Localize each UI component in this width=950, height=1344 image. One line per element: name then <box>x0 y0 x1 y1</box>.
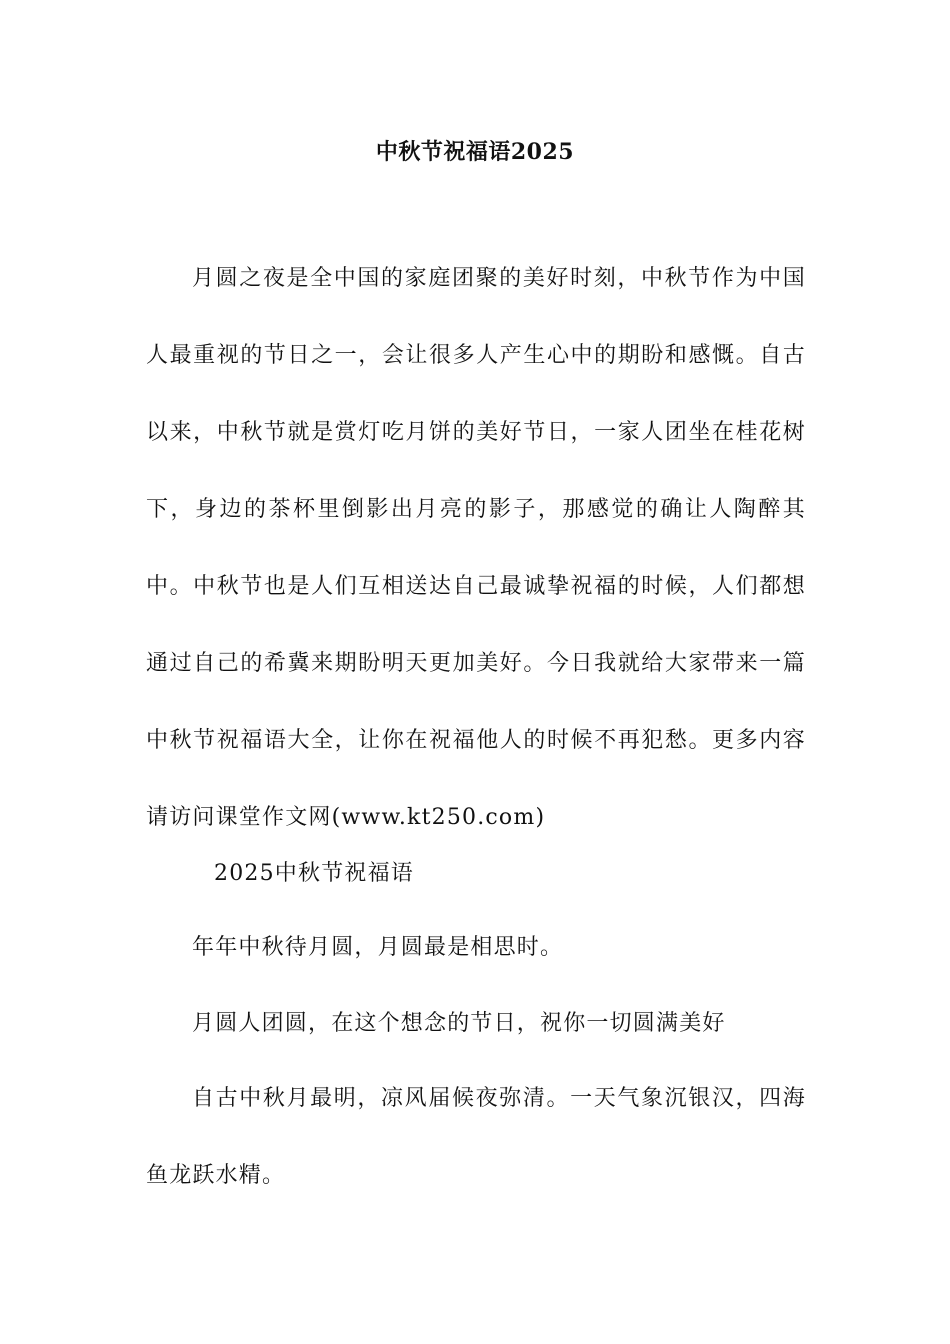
intro-paragraph: 月圆之夜是全中国的家庭团聚的美好时刻，中秋节作为中国人最重视的节日之一，会让很多人产生心中的期盼和感慨。自古以来，中秋节就是赏灯吃月饼的美好节日，一家人团坐在桂花树下，身边的茶杯里倒影出月亮的影子，那感觉的确让人陶醉其中。中秋节也是人们互相送达自己最诚挚祝福的时候，人们都想通过自己的希冀来期盼明天更加美好。今日我就给大家带来一篇中秋节祝福语大全，让你在祝福他人的时候不再犯愁。更多内容请访问课堂作文网(www.kt250.com) <box>146 266 806 830</box>
blessing-line: 月圆人团圆，在这个想念的节日，祝你一切圆满美好 <box>192 1011 726 1036</box>
document-title: 中秋节祝福语2025 <box>375 139 575 165</box>
blessing-line: 年年中秋待月圆，月圆最是相思时。 <box>192 935 564 960</box>
section-subheading: 2025中秋节祝福语 <box>214 861 414 886</box>
blessing-poem: 自古中秋月最明，凉风届候夜弥清。一天气象沉银汉，四海鱼龙跃水精。 <box>146 1086 806 1188</box>
